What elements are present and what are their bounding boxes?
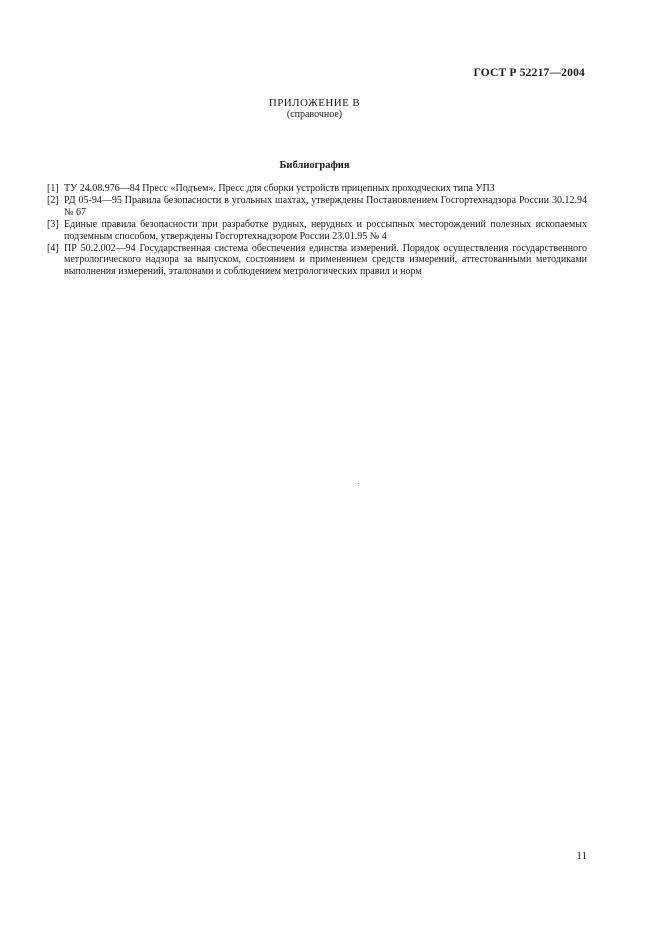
bibliography-item-number: [4] xyxy=(47,242,59,254)
appendix-subtitle: (справочное) xyxy=(286,109,343,120)
bibliography-item xyxy=(47,219,587,242)
bibliography-item-text: РД 05-94—95 Правила безопасности в угольных шахтах, утверждены Постановлением Госгортехнадзора России 30.12.94 № 67 xyxy=(64,195,587,218)
bibliography-item-number: [2] xyxy=(47,195,59,207)
bibliography-item-text: ПР 50.2.002—94 Государственная система обеспечения единства измерений. Порядок осуществления государственного метрологического надзора за выпуском, состоянием и применением средств измерений, аттестованными методиками выполнения измерений, эталонами и соблюдением метрологических правил и норм xyxy=(64,242,587,277)
bibliography-item-text: Единые правила безопасности при разработке рудных, нерудных и россыпных месторождений полезных ископаемых подземным способом, утверждены Госгортехнадзором России 23.01.95 № 4 xyxy=(64,218,587,242)
bibliography-item-text: ТУ 24.08.976—84 Пресс «Подъем». Пресс для сборки устройств прицепных проходческих типа УПЗ xyxy=(64,183,495,194)
bibliography-item xyxy=(47,195,587,218)
scan-speck xyxy=(358,483,359,484)
bibliography-heading: Библиография xyxy=(279,160,350,171)
appendix-title: ПРИЛОЖЕНИЕ В xyxy=(268,97,361,109)
bibliography-item-number: [3] xyxy=(47,218,59,230)
document-code: ГОСТ Р 52217—2004 xyxy=(473,67,585,79)
bibliography-item xyxy=(47,183,587,195)
page-number: 11 xyxy=(576,850,587,862)
bibliography-item-number: [1] xyxy=(47,183,59,194)
bibliography-list xyxy=(47,183,587,278)
bibliography-item xyxy=(47,243,587,278)
